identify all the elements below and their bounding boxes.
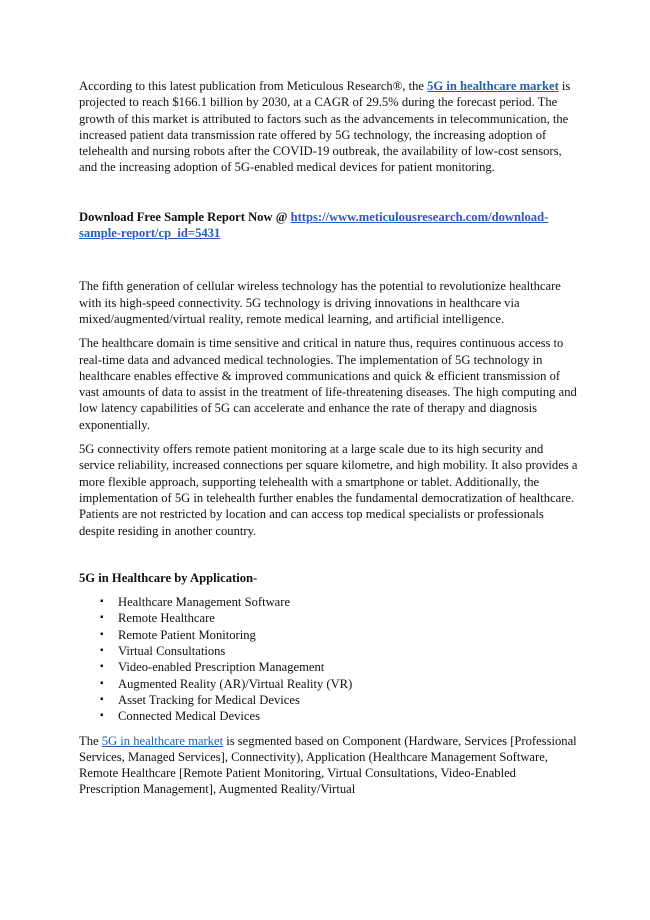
list-item: ▪ Connected Medical Devices — [100, 709, 260, 724]
square-bullet-icon: ▪ — [100, 693, 104, 705]
segmentation-paragraph — [79, 733, 579, 798]
intro-text-end: is projected to reach $166.1 billion by 2030, at a CAGR of 29.5% during the forecast period. The growth of this market is attributed to factors such as the advancements in telecommunication, the increased patient data transmission rate offered by 5G technology, the increasing adoption of telehealth and nursing robots after the COVID-19 outbreak, the availability of low-cost sensors, and the increasing adoption of 5G-enabled medical devices for patient monitoring. — [79, 79, 571, 175]
list-item: ▪ Video-enabled Prescription Management — [100, 660, 325, 675]
list-item: ▪ Remote Healthcare — [100, 611, 215, 626]
list-item: ▪ Virtual Consultations — [100, 644, 226, 659]
square-bullet-icon: ▪ — [100, 710, 104, 722]
market-link[interactable]: 5G in healthcare market — [427, 79, 559, 93]
list-item: ▪ Remote Patient Monitoring — [100, 627, 256, 642]
section-heading: 5G in Healthcare by Application- — [79, 570, 258, 585]
list-item: ▪ Healthcare Management Software — [100, 595, 291, 610]
download-label: Download Free Sample Report Now @ — [79, 209, 291, 224]
body-paragraph: The fifth generation of cellular wireless technology has the potential to revolutionize healthcare with its high-speed connectivity. 5G technology is driving innovations in healthcare via mixed/augmented/virtual reality, remote medical learning, and artificial intelligence. — [79, 279, 561, 326]
list-item: ▪ Asset Tracking for Medical Devices — [100, 692, 300, 707]
square-bullet-icon: ▪ — [100, 596, 104, 608]
document-body — [79, 78, 579, 798]
intro-text-start: According to this latest publication from Meticulous Research®, the — [79, 79, 428, 93]
square-bullet-icon: ▪ — [100, 645, 104, 657]
application-list — [79, 594, 579, 724]
square-bullet-icon: ▪ — [100, 677, 104, 689]
square-bullet-icon: ▪ — [100, 628, 104, 640]
segmentation-text-end: is segmented based on Component (Hardware, Services [Professional Services, Managed Services], Connectivity), Application (Healthcare Management Software, Remote Healthcare [Remote Patient Monitoring, Virtual Consultations, Video-Enabled Prescription Management], Augmented Reality/Virtual — [79, 733, 577, 797]
body-paragraph: The healthcare domain is time sensitive and critical in nature thus, requires continuous access to real-time data and advanced medical technologies. The implementation of 5G technology in healthcare enables effective & improved communications and quick & efficient transmission of vast amounts of data to assist in the treatment of life-threatening diseases. The high computing and low latency capabilities of 5G can accelerate and enhance the rate of therapy and diagnosis exponentially. — [79, 336, 577, 432]
segmentation-text-start: The — [79, 733, 102, 748]
download-sample-link[interactable]: https://www.meticulousresearch.com/download-sample-report/cp_id=5431 — [79, 209, 549, 241]
market-link[interactable]: 5G in healthcare market — [101, 733, 224, 748]
square-bullet-icon: ▪ — [100, 612, 104, 624]
download-line — [79, 209, 579, 242]
square-bullet-icon: ▪ — [100, 661, 104, 673]
list-item: ▪ Augmented Reality (AR)/Virtual Reality (VR) — [100, 676, 353, 691]
intro-paragraph — [79, 78, 579, 176]
body-paragraph: 5G connectivity offers remote patient monitoring at a large scale due to its high security and service reliability, increased connections per square kilometre, and high mobility. It also provides a more flexible approach, supporting telehealth with a smartphone or tablet. Additionally, the implementation of 5G in telehealth further enables the fundamental democratization of healthcare. Patients are not restricted by location and can access top medical specialists or professionals despite residing in another country. — [79, 442, 578, 538]
